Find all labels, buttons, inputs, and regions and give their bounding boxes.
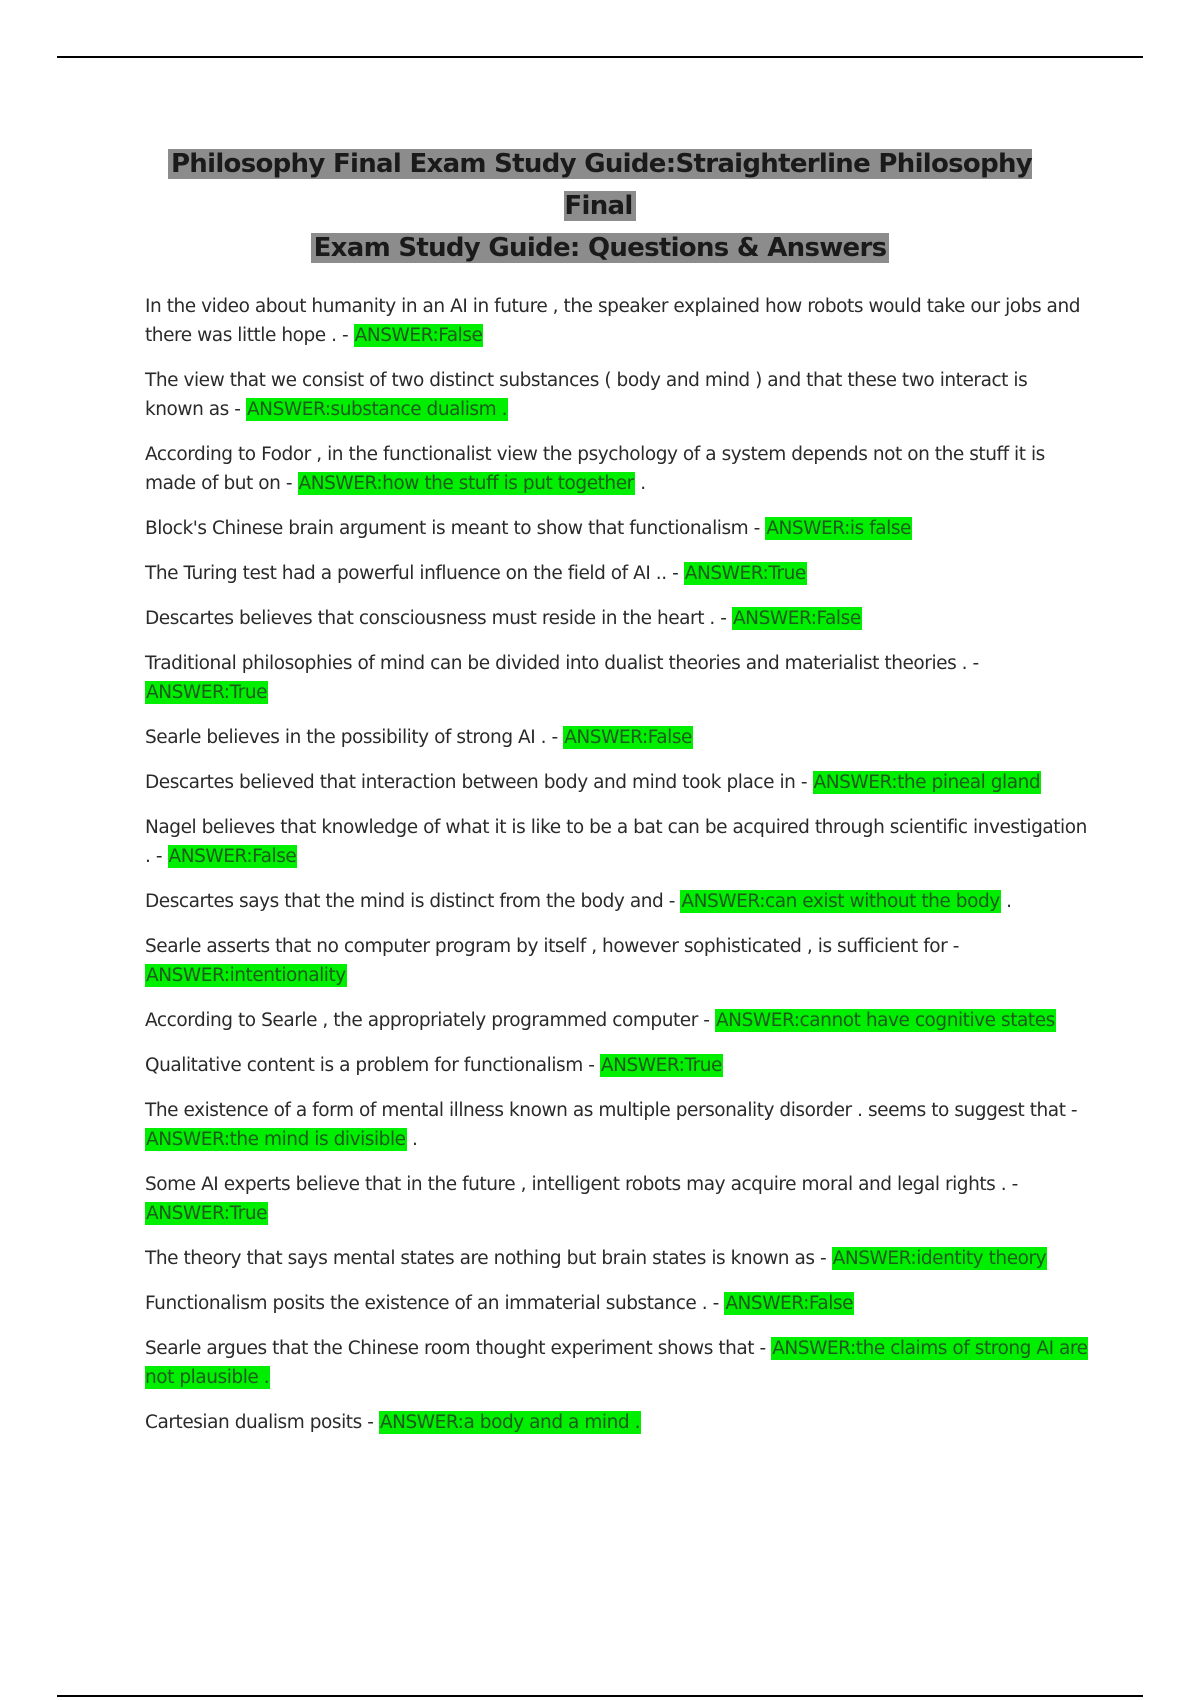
answer-highlight: ANSWER:False — [732, 608, 861, 629]
question-text: Functionalism posits the existence of an immaterial substance . - — [145, 1293, 725, 1314]
qa-item — [145, 932, 1090, 990]
answer-highlight: ANSWER:identity theory — [832, 1248, 1047, 1269]
qa-item — [145, 1408, 1090, 1437]
answer-highlight: ANSWER:False — [725, 1293, 854, 1314]
question-text: In the video about humanity in an AI in future , the speaker explained how robots would take our jobs and there was little hope . - — [145, 296, 1081, 346]
question-text: According to Searle , the appropriately programmed computer - — [145, 1010, 715, 1031]
qa-item — [145, 1244, 1090, 1273]
qa-item — [145, 514, 1090, 543]
answer-highlight: ANSWER:can exist without the body — [681, 891, 1000, 912]
question-text: Searle believes in the possibility of strong AI . - — [145, 727, 564, 748]
qa-item — [145, 813, 1090, 871]
answer-highlight: ANSWER:cannot have cognitive states — [715, 1010, 1055, 1031]
qa-item — [145, 604, 1090, 633]
answer-highlight: ANSWER:False — [354, 325, 483, 346]
question-text: The theory that says mental states are nothing but brain states is known as - — [145, 1248, 832, 1269]
question-text: Block's Chinese brain argument is meant to show that functionalism - — [145, 518, 766, 539]
title-line-2: Exam Study Guide: Questions & Answers — [311, 233, 890, 263]
qa-item — [145, 1289, 1090, 1318]
answer-highlight: ANSWER:intentionality — [146, 965, 346, 986]
question-text: Searle asserts that no computer program by itself , however sophisticated , is sufficient for - — [145, 936, 959, 957]
qa-item — [145, 1096, 1090, 1154]
qa-item — [145, 440, 1090, 498]
question-text: Descartes believes that consciousness must reside in the heart . - — [145, 608, 732, 629]
qa-item — [145, 649, 1090, 707]
question-text: The view that we consist of two distinct substances ( body and mind ) and that these two interact is known as - — [145, 370, 1028, 420]
answer-highlight: ANSWER:how the stuff is put together — [298, 473, 634, 494]
answer-highlight: ANSWER:the mind is divisible — [146, 1129, 406, 1150]
page-top-rule — [57, 56, 1143, 58]
answer-highlight: ANSWER:the claims of strong AI are not plausible . — [145, 1338, 1088, 1388]
qa-item — [145, 768, 1090, 797]
question-text: Descartes says that the mind is distinct from the body and - — [145, 891, 681, 912]
answer-highlight: ANSWER:False — [564, 727, 692, 748]
qa-item — [145, 366, 1090, 424]
qa-item — [145, 887, 1090, 916]
qa-item — [145, 1170, 1090, 1228]
qa-item — [145, 1334, 1090, 1392]
page-bottom-rule — [57, 1695, 1143, 1697]
qa-item — [145, 1051, 1090, 1080]
document-title — [130, 143, 1070, 269]
qa-item — [145, 559, 1090, 588]
answer-highlight: ANSWER:substance dualism . — [246, 399, 508, 420]
answer-suffix: . — [634, 473, 646, 494]
question-text: Traditional philosophies of mind can be divided into dualist theories and materialist theories . - — [145, 653, 979, 674]
question-text: According to Fodor , in the functionalist view the psychology of a system depends not on the stuff it is made of but on - — [145, 444, 1045, 494]
qa-list — [145, 292, 1090, 1453]
answer-highlight: ANSWER:the pineal gland — [813, 772, 1041, 793]
answer-highlight: ANSWER:True — [146, 682, 268, 703]
answer-suffix: . — [1000, 891, 1012, 912]
question-text: Nagel believes that knowledge of what it is like to be a bat can be acquired through scientific investigation . - — [145, 817, 1087, 867]
answer-highlight: ANSWER:False — [168, 846, 297, 867]
answer-highlight: ANSWER:True — [600, 1055, 722, 1076]
question-text: Descartes believed that interaction between body and mind took place in - — [145, 772, 813, 793]
qa-item — [145, 292, 1090, 350]
answer-highlight: ANSWER:a body and a mind . — [379, 1412, 641, 1433]
title-line-1: Philosophy Final Exam Study Guide:Straighterline Philosophy Final — [168, 149, 1032, 221]
question-text: The Turing test had a powerful influence on the field of AI .. - — [145, 563, 684, 584]
answer-highlight: ANSWER:True — [146, 1203, 268, 1224]
answer-suffix: . — [406, 1129, 418, 1150]
qa-item — [145, 723, 1090, 752]
question-text: Qualitative content is a problem for functionalism - — [145, 1055, 600, 1076]
qa-item — [145, 1006, 1090, 1035]
question-text: The existence of a form of mental illness known as multiple personality disorder . seems to suggest that - — [145, 1100, 1078, 1121]
question-text: Cartesian dualism posits - — [145, 1412, 379, 1433]
answer-highlight: ANSWER:True — [684, 563, 806, 584]
answer-highlight: ANSWER:is false — [766, 518, 911, 539]
question-text: Searle argues that the Chinese room thought experiment shows that - — [145, 1338, 772, 1359]
question-text: Some AI experts believe that in the future , intelligent robots may acquire moral and legal rights . - — [145, 1174, 1018, 1195]
